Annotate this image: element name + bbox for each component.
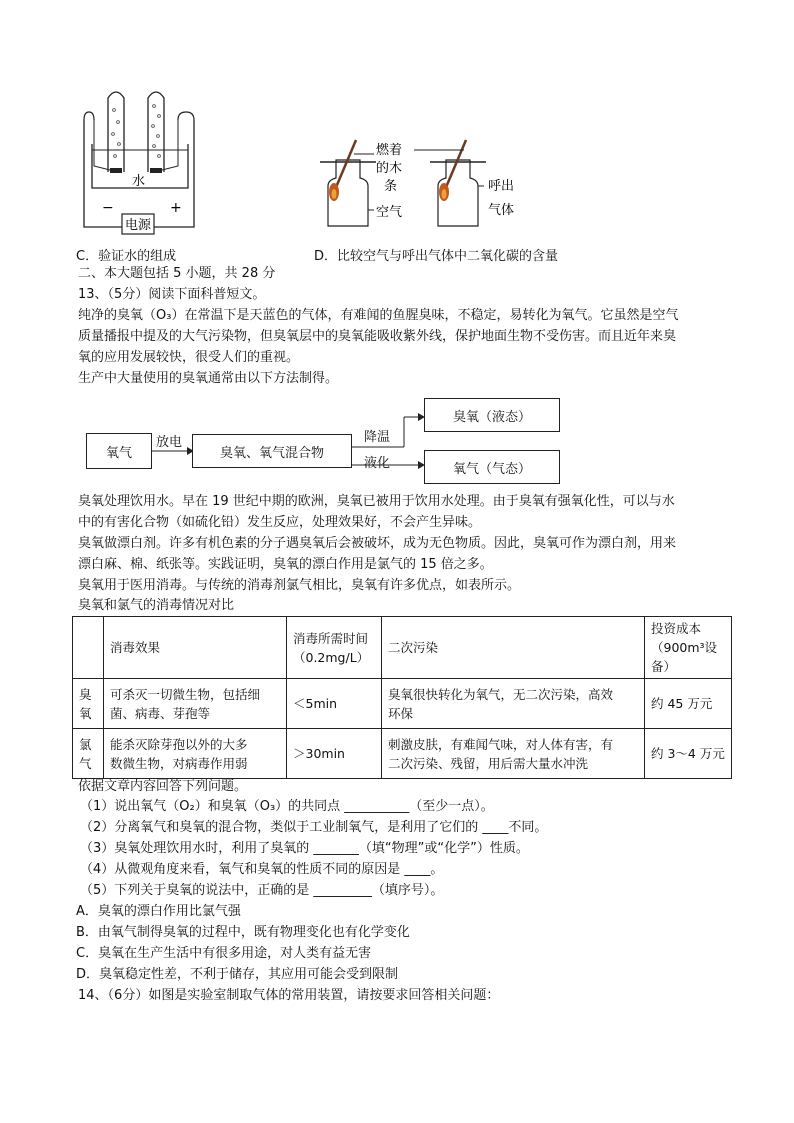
- row-pollution: 臭氧很快转化为氧气，无二次污染，高效 环保: [382, 679, 645, 729]
- q13-paragraph-2: 生产中大量使用的臭氧通常由以下方法制得。: [78, 371, 339, 386]
- figure-c-caption: C．验证水的组成: [76, 249, 177, 264]
- gas-comparison-figure: [310, 130, 550, 240]
- power-source-label: 电源: [125, 218, 152, 233]
- option-b: B．由氧气制得臭氧的过程中，既有物理变化也有化学变化: [76, 925, 410, 940]
- figure-d-caption: D．比较空气与呼出气体中二氧化碳的含量: [314, 249, 559, 264]
- row-cost: 约 45 万元: [645, 679, 732, 729]
- flow-label-cool: 降温: [364, 430, 391, 445]
- flow-box-ozone-liquid: 臭氧（液态）: [424, 398, 560, 432]
- air-label: 空气: [376, 205, 403, 220]
- option-a: A．臭氧的漂白作用比氯气强: [76, 904, 241, 919]
- row-time: ＜5min: [287, 679, 382, 729]
- table-header-time: 消毒所需时间 （0.2mg/L）: [287, 617, 382, 679]
- question-2: （2）分离氧气和臭氧的混合物，类似于工业制氧气，是利用了它们的 ____不同。: [80, 820, 548, 835]
- exhaled-gas-label-2: 气体: [488, 203, 515, 218]
- burning-stick-label-3: 条: [384, 179, 398, 194]
- row-name-chlorine: 氯 气: [73, 729, 104, 779]
- table-header-empty: [73, 617, 104, 679]
- table-header-pollution: 二次污染: [382, 617, 645, 679]
- table-header-effect: 消毒效果: [104, 617, 287, 679]
- section-heading: 二、本大题包括 5 小题，共 28 分: [78, 266, 276, 281]
- table-header-row: [73, 617, 732, 679]
- water-label: 水: [132, 174, 146, 189]
- flow-label-discharge: 放电: [156, 435, 183, 450]
- row-effect: 可杀灭一切微生物，包括细 菌、病毒、芽孢等: [104, 679, 287, 729]
- burning-stick-label-2: 的木: [376, 161, 403, 176]
- q13-title: 13、（5分）阅读下面科普短文。: [78, 287, 266, 302]
- row-time: ＞30min: [287, 729, 382, 779]
- electrolysis-apparatus-figure: [70, 80, 210, 240]
- burning-stick-label-1: 燃着: [376, 143, 403, 158]
- flow-box-mixture: 臭氧、氧气混合物: [192, 434, 352, 468]
- row-pollution: 刺激皮肤，有难闻气味，对人体有害，有 二次污染、残留，用后需大量水冲洗: [382, 729, 645, 779]
- table-header-cost: 投资成本 （900m³设备）: [645, 617, 732, 679]
- disinfection-comparison-table: [72, 616, 732, 779]
- table-title: 臭氧和氯气的消毒情况对比: [78, 598, 235, 613]
- flow-box-oxygen-gas: 氧气（气态）: [424, 450, 560, 484]
- question-3: （3）臭氧处理饮用水时，利用了臭氧的 _______（填“物理”或“化学”）性质。: [80, 841, 529, 856]
- flow-box-oxygen: 氧气: [86, 433, 152, 469]
- table-row: [73, 729, 732, 779]
- question-1: （1）说出氧气（O₂）和臭氧（O₃）的共同点 __________（至少一点）。: [80, 799, 494, 814]
- plus-sign: +: [170, 200, 182, 216]
- row-effect: 能杀灭除芽孢以外的大多 数微生物，对病毒作用弱: [104, 729, 287, 779]
- table-row: [73, 679, 732, 729]
- option-d: D．臭氧稳定性差，不利于储存，其应用可能会受到限制: [76, 967, 399, 982]
- row-cost: 约 3～4 万元: [645, 729, 732, 779]
- q14-title: 14、（6分）如图是实验室制取气体的常用装置，请按要求回答相关问题：: [78, 988, 500, 1003]
- question-4: （4）从微观角度来看，氧气和臭氧的性质不同的原因是 ____。: [80, 862, 444, 877]
- minus-sign: −: [102, 200, 114, 216]
- flow-label-liquefy: 液化: [364, 456, 391, 471]
- q13-paragraph-5: 臭氧用于医用消毒。与传统的消毒剂氯气相比，臭氧有许多优点，如表所示。: [78, 578, 521, 593]
- exhaled-gas-label-1: 呼出: [488, 179, 515, 194]
- option-c: C．臭氧在生产生活中有很多用途，对人类有益无害: [76, 946, 372, 961]
- question-5: （5）下列关于臭氧的说法中，正确的是 _________（填序号）。: [80, 883, 444, 898]
- questions-intro: 依据文章内容回答下列问题。: [78, 779, 248, 794]
- row-name-ozone: 臭 氧: [73, 679, 104, 729]
